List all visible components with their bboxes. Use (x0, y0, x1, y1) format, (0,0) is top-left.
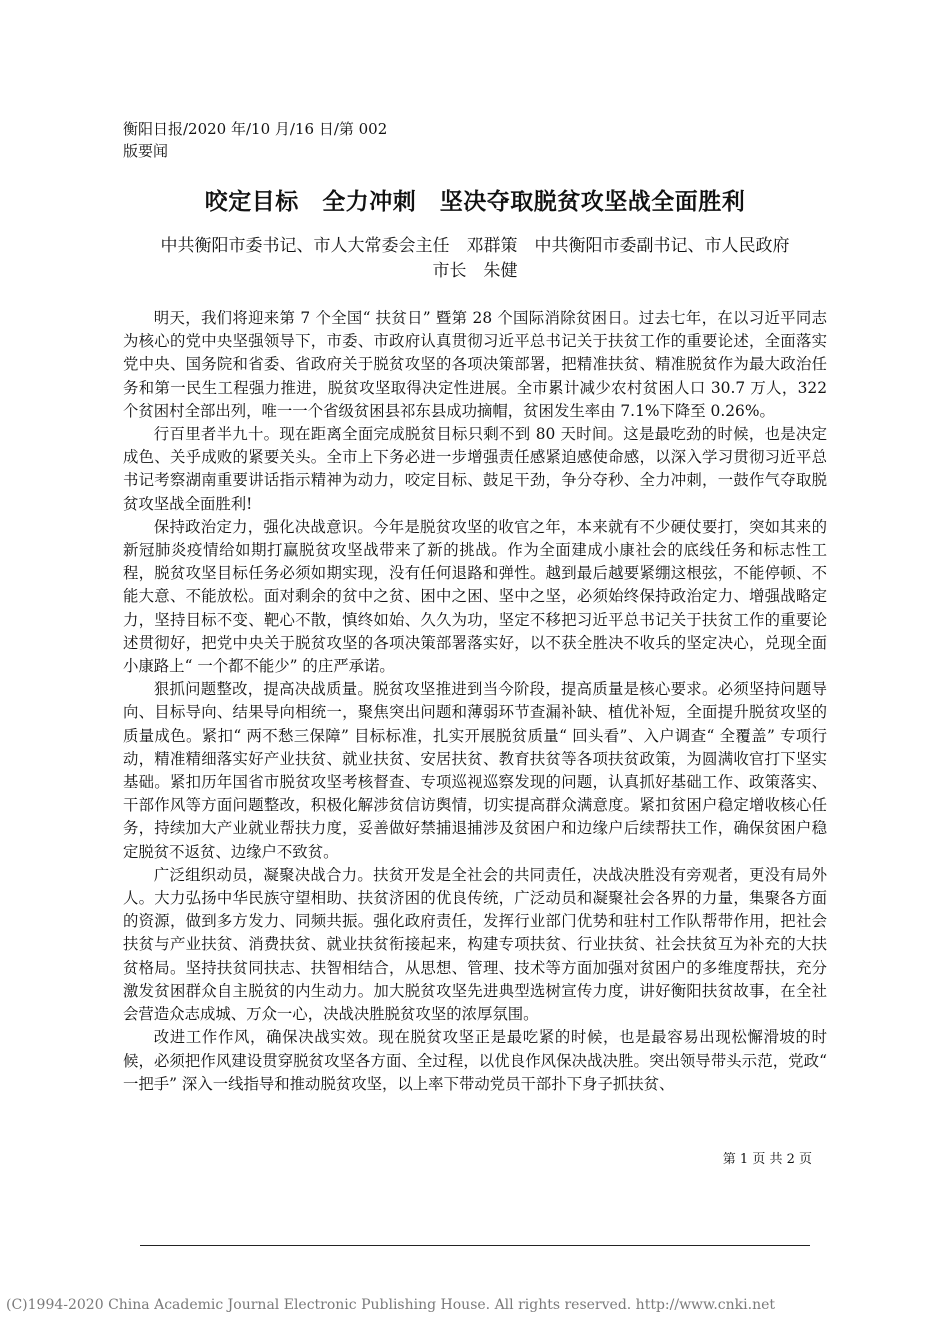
paragraph: 狠抓问题整改，提高决战质量。脱贫攻坚推进到当今阶段，提高质量是核心要求。必须坚持问题导向、目标导向、结果导向相统一，聚焦突出问题和薄弱环节查漏补缺、植优补短，全面提升脱贫攻坚的质量成色。紧扣“ 两不愁三保障” 目标标准，扎实开展脱贫质量“ 回头看”、入户调查“ 全覆盖” 专项行动，精准精细落实好产业扶贫、就业扶贫、安居扶贫、教育扶贫等各项扶贫政策，为圆满收官打下坚实基础。紧扣历年国省市脱贫攻坚考核督查、专项巡视巡察发现的问题，认真抓好基础工作、政策落实、干部作风等方面问题整改，积极化解涉贫信访舆情，切实提高群众满意度。紧扣贫困户稳定增收核心任务，持续加大产业就业帮扶力度，妥善做好禁捕退捕涉及贫困户和边缘户后续帮扶工作，确保贫困户稳定脱贫不返贫、边缘户不致贫。 (123, 680, 827, 861)
source-text-1: 衡阳日报/2020 年/10 月/16 日/第 002 (123, 120, 388, 138)
paragraph: 广泛组织动员，凝聚决战合力。扶贫开发是全社会的共同责任，决战决胜没有旁观者，更没有局外人。大力弘扬中华民族守望相助、扶贫济困的优良传统，广泛动员和凝聚社会各界的力量，集聚各方面的资源，做到多方发力、同频共振。强化政府责任，发挥行业部门优势和驻村工作队帮带作用，把社会扶贫与产业扶贫、消费扶贫、就业扶贫衔接起来，构建专项扶贫、行业扶贫、社会扶贫互为补充的大扶贫格局。坚持扶贫同扶志、扶智相结合，从思想、管理、技术等方面加强对贫困户的多维度帮扶，充分激发贫困群众自主脱贫的内生动力。加大脱贫攻坚先进典型选树宣传力度，讲好衡阳扶贫故事，在全社会营造众志成城、万众一心，决战决胜脱贫攻坚的浓厚氛围。 (123, 865, 827, 1024)
source-line (123, 118, 387, 162)
source-text-2: 版要闻 (123, 142, 169, 160)
page-number: 第 1 页 共 2 页 (722, 1152, 812, 1167)
authors-line-1: 中共衡阳市委书记、市人大常委会主任 邓群策 中共衡阳市委副书记、市人民政府 (160, 236, 790, 256)
authors-line-2: 市长 朱健 (432, 261, 518, 281)
copyright-notice: (C)1994-2020 China Academic Journal Electronic Publishing House. All rights reserved. http://www.cnki.net (6, 1297, 776, 1313)
paragraph: 明天，我们将迎来第 7 个全国“ 扶贫日” 暨第 28 个国际消除贫困日。过去七年，在以习近平同志为核心的党中央坚强领导下，市委、市政府认真贯彻习近平总书记关于扶贫工作的重要论述，全面落实党中央、国务院和省委、省政府关于脱贫攻坚的各项决策部署，把精准扶贫、精准脱贫作为最大政治任务和第一民生工程强力推进，脱贫攻坚取得决定性进展。全市累计减少农村贫困人口 30.7 万人，322 个贫困村全部出列，唯一一个省级贫困县祁东县成功摘帽，贫困发生率由 7.1%下降至 0.26%。 (123, 309, 827, 420)
article-body (123, 307, 827, 1096)
article-authors (110, 234, 840, 284)
paragraph: 改进工作作风，确保决战实效。现在脱贫攻坚正是最吃紧的时候，也是最容易出现松懈滑坡的时候，必须把作风建设贯穿脱贫攻坚各方面、全过程，以优良作风保决战决胜。突出领导带头示范，党政“ 一把手” 深入一线指导和推动脱贫攻坚，以上率下带动党员干部扑下身子抓扶贫、 (123, 1028, 827, 1093)
article-title: 咬定目标 全力冲刺 坚决夺取脱贫攻坚战全面胜利 (204, 189, 746, 215)
paragraph: 行百里者半九十。现在距离全面完成脱贫目标只剩不到 80 天时间。这是最吃劲的时候，也是决定成色、关乎成败的紧要关头。全市上下务必进一步增强责任感紧迫感使命感，以深入学习贯彻习近平总书记考察湖南重要讲话指示精神为动力，咬定目标、鼓足干劲，争分夺秒、全力冲刺，一鼓作气夺取脱贫攻坚战全面胜利! (123, 425, 827, 513)
footer-divider (140, 1245, 810, 1246)
paragraph: 保持政治定力，强化决战意识。今年是脱贫攻坚的收官之年，本来就有不少硬仗要打，突如其来的新冠肺炎疫情给如期打赢脱贫攻坚战带来了新的挑战。作为全面建成小康社会的底线任务和标志性工程，脱贫攻坚目标任务必须如期实现，没有任何退路和弹性。越到最后越要紧绷这根弦，不能停顿、不能大意、不能放松。面对剩余的贫中之贫、困中之困、坚中之坚，必须始终保持政治定力、增强战略定力，坚持目标不变、靶心不散，慎终如始、久久为功，坚定不移把习近平总书记关于扶贫工作的重要论述贯彻好，把党中央关于脱贫攻坚的各项决策部署落实好，以不获全胜决不收兵的坚定决心，兑现全面小康路上“ 一个都不能少” 的庄严承诺。 (123, 517, 827, 676)
